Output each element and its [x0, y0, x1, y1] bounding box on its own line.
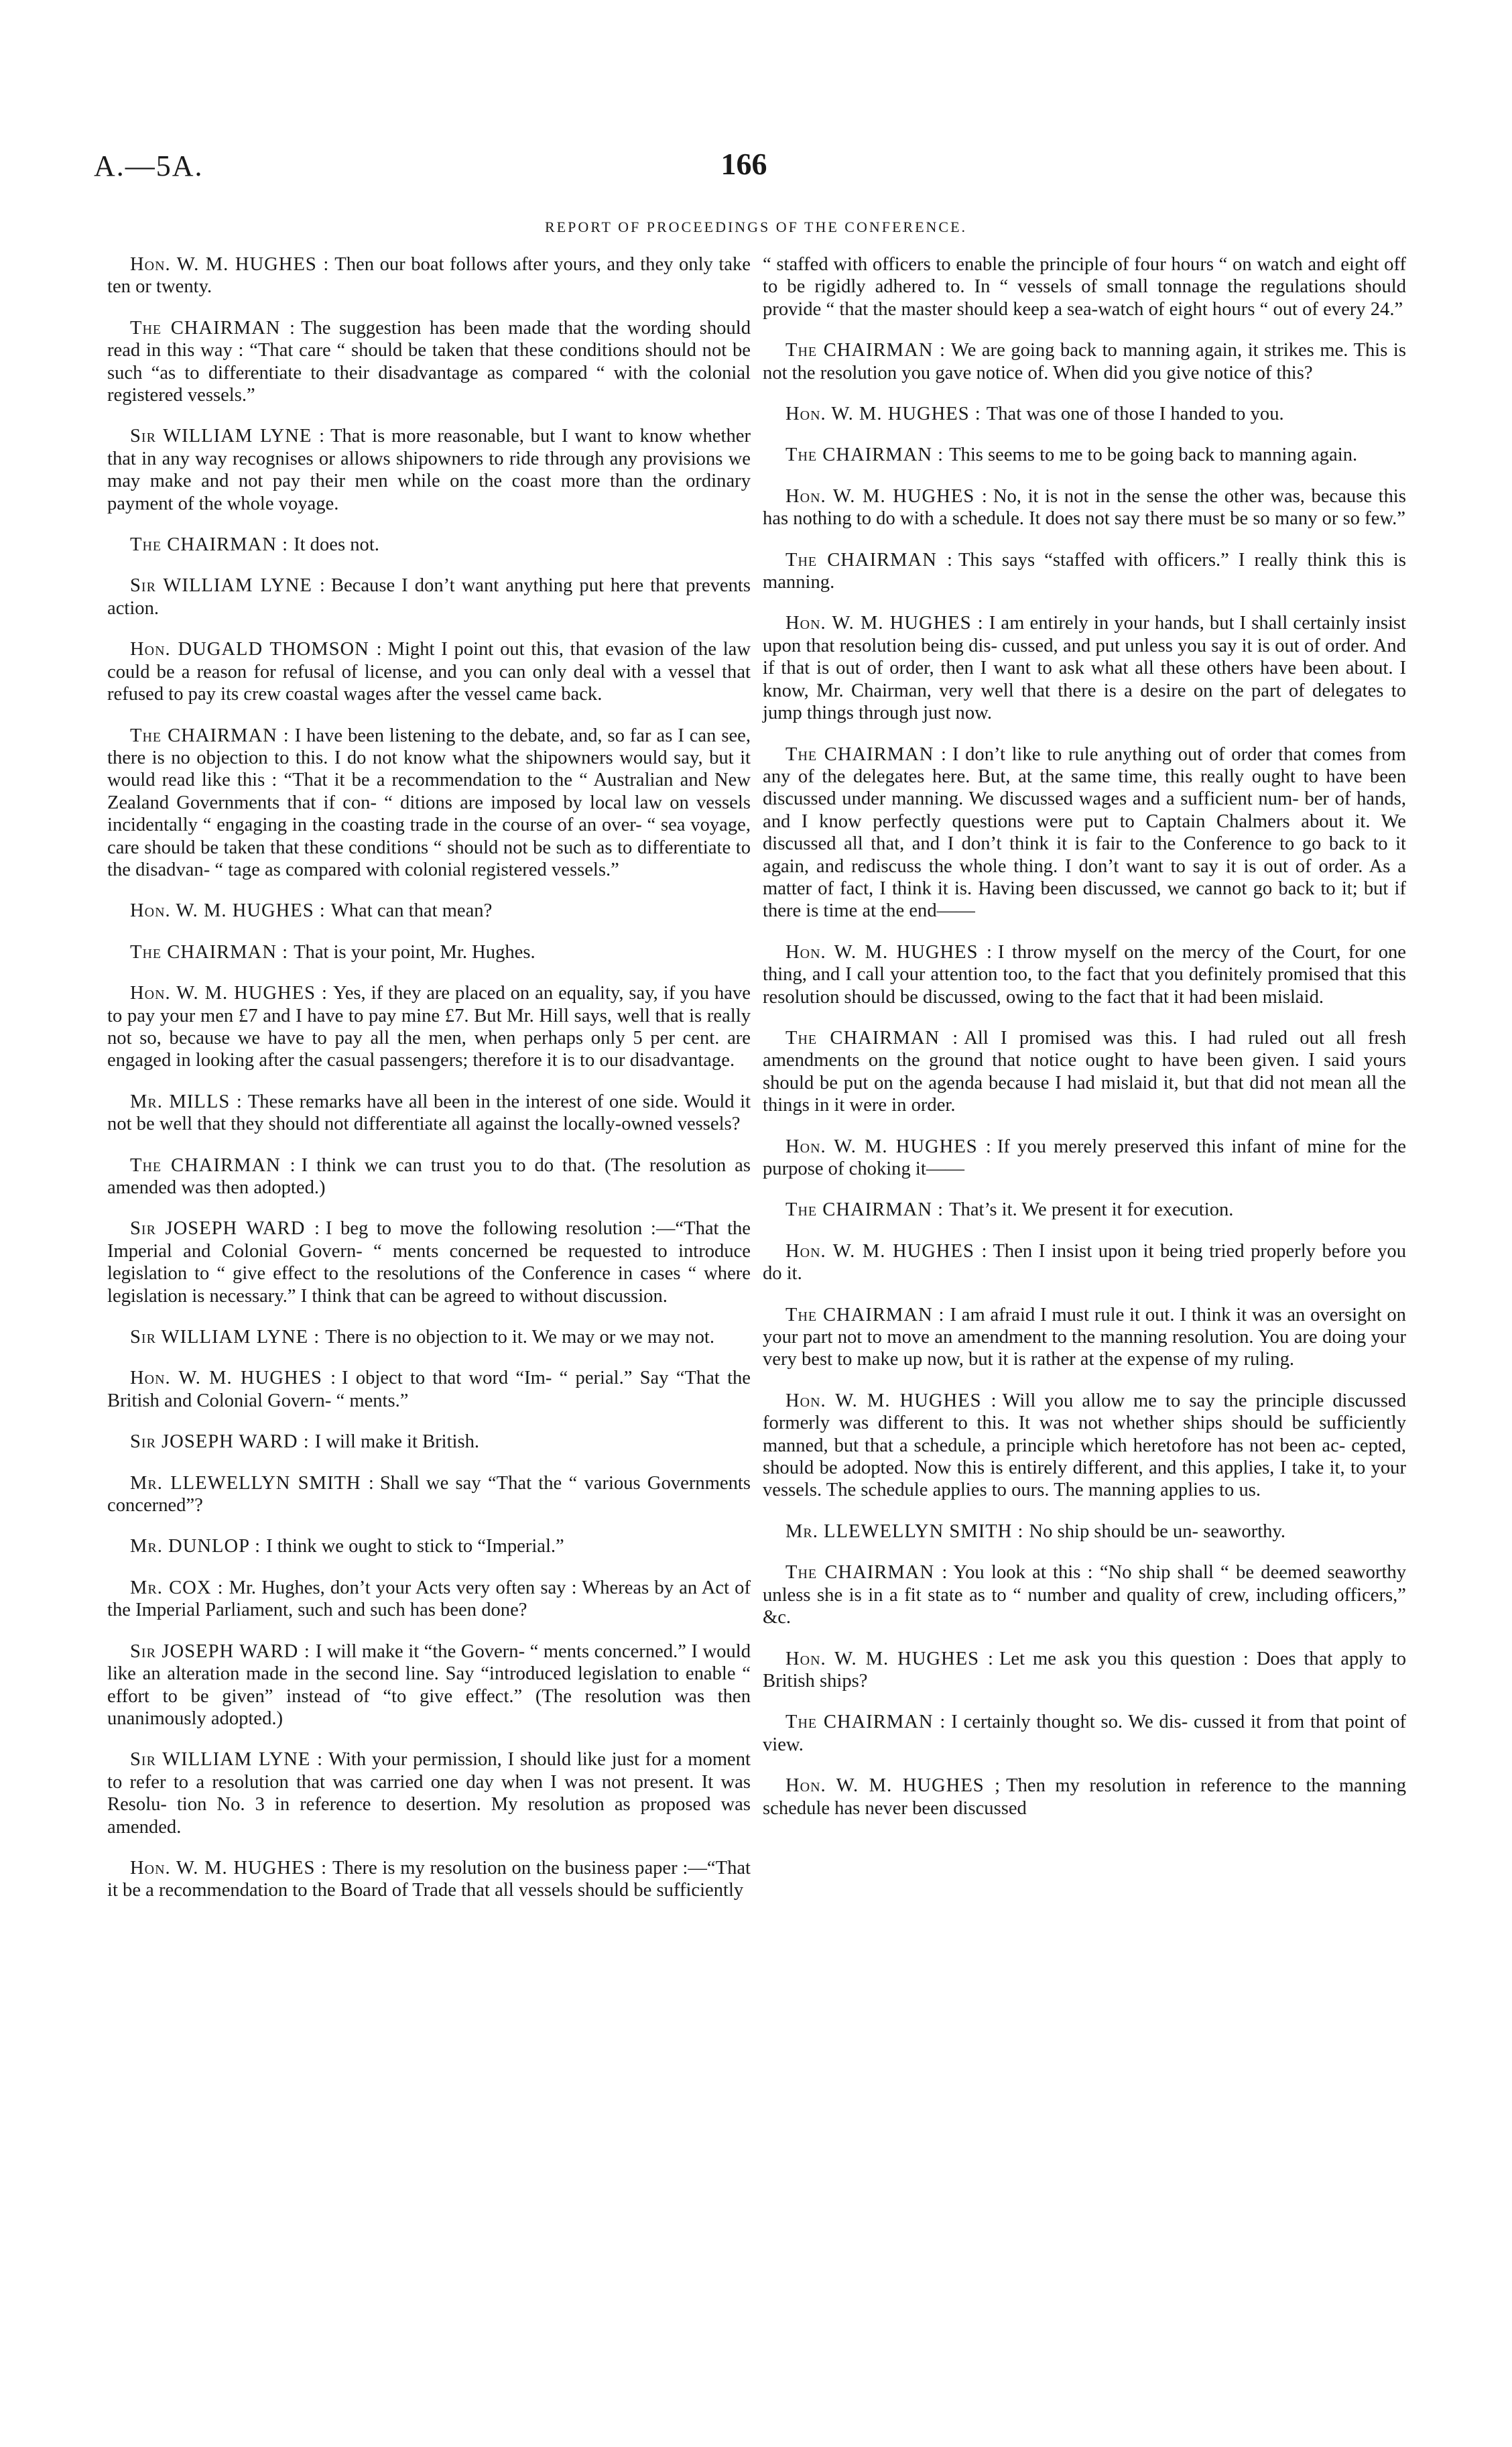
speech-text: All I promised was this. I had ruled out all fresh amendments on the ground that notice ought to have been given. I said yours should be put on the agenda because I had mislaid it, but that did not mean all the things in it were in order. [763, 1027, 1406, 1116]
speech-text: I will make it British. [314, 1431, 480, 1453]
speech-text: These remarks have all been in the interest of one side. Would it not be well that they should not differentiate all against the locally-owned vessels? [107, 1091, 751, 1135]
speaker-name: The CHAIRMAN : [130, 1154, 296, 1176]
paragraph [107, 1640, 751, 1730]
speaker-name: The CHAIRMAN : [130, 534, 289, 556]
paragraph [107, 253, 751, 298]
speech-text: Let me ask you this question : Does that apply to British ships? [763, 1648, 1406, 1691]
paragraph [107, 1091, 751, 1136]
paragraph [763, 1775, 1406, 1819]
speech-text: There is no objection to it. We may or we may not. [325, 1327, 715, 1348]
speech-text: Yes, if they are placed on an equality, say, if you have to pay your men £7 and I have to pay mine £7. But Mr. Hill says, well that is really not so, because we have to pay all the men, when perhaps only 5 per cent. are engaged in looking after the casual passengers; therefore it is to our disadvantage. [107, 983, 751, 1071]
speech-text: I have been listening to the debate, and, so far as I can see, there is no objection to this. I do not know what the shipowners would say, but it would read like this : “That it be a recommendation to the “ Australian and New Zealand Governments that if con- “ ditions are imposed by local law on vessels incidentally “ engaging in the coasting trade in the course of an over- “ sea voyage, care should be taken that these conditions “ should not be such as to differentiate to the disadvan- “ tage as compared with colonial registered vessels.” [107, 725, 751, 880]
speaker-name: Hon. W. M. HUGHES : [130, 254, 330, 275]
speaker-name: Hon. W. M. HUGHES : [785, 485, 988, 507]
speaker-name: Sir JOSEPH WARD : [130, 1218, 320, 1240]
speech-text: We are going back to manning again, it strikes me. This is not the resolution you gave notice of. When did you give notice of this? [763, 340, 1406, 383]
speaker-name: Sir WILLIAM LYNE : [130, 1749, 324, 1771]
paragraph [107, 725, 751, 882]
paragraph [763, 339, 1406, 384]
paragraph [107, 900, 751, 922]
paragraph [107, 982, 751, 1072]
speaker-name: The CHAIRMAN : [785, 743, 947, 765]
paragraph [763, 941, 1406, 1008]
paragraph [107, 638, 751, 705]
paragraph [763, 1240, 1406, 1285]
speech-text: That is your point, Mr. Hughes. [294, 941, 536, 963]
paragraph [107, 1535, 751, 1557]
paragraph [107, 425, 751, 515]
speech-text: I certainly thought so. We dis- cussed it from that point of view. [763, 1712, 1407, 1755]
speech-text: Then I insist upon it being tried properly before you do it. [763, 1240, 1406, 1285]
speaker-name: The CHAIRMAN : [130, 317, 296, 339]
speech-text: I think we can trust you to do that. (The resolution as amended was then adopted.) [107, 1154, 751, 1198]
speech-text: I throw myself on the mercy of the Court, for one thing, and I call your attention too, to the fact that you definitely promised that this resolution should be discussed, owing to the fact that it had been mislaid. [763, 941, 1406, 1008]
running-title: REPORT OF PROCEEDINGS OF THE CONFERENCE. [544, 219, 968, 235]
speech-text: That’s it. We present it for execution. [949, 1199, 1234, 1221]
paragraph [107, 317, 751, 407]
paragraph [763, 1648, 1406, 1693]
speaker-name: Hon. W. M. HUGHES ; [785, 1775, 1001, 1797]
paragraph [763, 1304, 1406, 1371]
speech-text: If you merely preserved this infant of mine for the purpose of choking it—— [763, 1136, 1406, 1179]
paragraph [763, 1711, 1406, 1756]
speaker-name: Mr. COX : [130, 1577, 224, 1598]
speech-text: The suggestion has been made that the wording should read in this way : “That care “ should be taken that these conditions should not be such “as to differentiate to their disadvantage as compared “ with the colonial registered vessels.” [107, 317, 751, 406]
speaker-name: Mr. LLEWELLYN SMITH : [130, 1472, 375, 1494]
speaker-name: Mr. MILLS : [130, 1091, 243, 1112]
speech-text: Then our boat follows after yours, and they only take ten or twenty. [107, 254, 751, 298]
speaker-name: Sir WILLIAM LYNE : [130, 575, 326, 597]
speech-text: Because I don’t want anything put here that prevents action. [107, 575, 751, 619]
speech-text: Might I point out this, that evasion of the law could be a reason for refusal of license, and you can only deal with a vessel that refused to pay its crew coastal wages after the vessel came back. [107, 639, 751, 705]
speaker-name: The CHAIRMAN : [785, 1199, 944, 1221]
speech-text: I am afraid I must rule it out. I think it was an oversight on your part not to move an amendment to the manning resolution. You are doing your very best to make up now, but it is rather at the expense of my ruling. [763, 1304, 1406, 1370]
speech-text: No, it is not in the sense the other was, because this has nothing to do with a schedule. It does not say there must be so many or so few.” [763, 485, 1406, 530]
speaker-name: Sir WILLIAM LYNE : [130, 1327, 320, 1348]
paragraph [763, 1520, 1406, 1543]
speaker-name: Sir WILLIAM LYNE : [130, 426, 326, 447]
speaker-name: Sir JOSEPH WARD : [130, 1640, 310, 1662]
paragraph [763, 1136, 1406, 1181]
right-column [763, 253, 1406, 1838]
paragraph [107, 534, 751, 556]
speech-text: That was one of those I handed to you. [986, 404, 1284, 425]
paragraph [107, 575, 751, 619]
paragraph [763, 253, 1406, 320]
speech-text: What can that mean? [330, 900, 493, 922]
speaker-name: The CHAIRMAN : [785, 1712, 946, 1733]
speech-text: There is my resolution on the business paper :—“That it be a recommendation to the Board of Trade that all vessels should be sufficiently [107, 1857, 751, 1901]
paragraph [763, 1027, 1406, 1117]
speaker-name: Mr. LLEWELLYN SMITH : [785, 1520, 1024, 1542]
speaker-name: The CHAIRMAN : [785, 340, 946, 361]
paragraph [763, 743, 1406, 922]
paragraph [107, 1154, 751, 1199]
speaker-name: Mr. DUNLOP : [130, 1536, 261, 1557]
speech-text: You look at this : “No ship shall “ be deemed seaworthy unless she is in a fit state as to “ number and quality of crew, including officers,” &c. [763, 1562, 1407, 1628]
speech-text: No ship should be un- seaworthy. [1029, 1520, 1286, 1542]
paragraph [107, 1577, 751, 1622]
speaker-name: The CHAIRMAN : [130, 725, 290, 746]
speaker-name: Hon. W. M. HUGHES : [130, 1857, 328, 1878]
speaker-name: The CHAIRMAN : [785, 1304, 945, 1325]
paragraph [763, 444, 1406, 466]
paragraph [107, 1472, 751, 1517]
speaker-name: The CHAIRMAN : [785, 444, 944, 466]
speaker-name: Hon. W. M. HUGHES : [785, 941, 993, 963]
paragraph [763, 403, 1406, 425]
speech-text: This seems to me to be going back to manning again. [949, 444, 1358, 466]
paragraph [107, 1431, 751, 1453]
speaker-name: Hon. W. M. HUGHES : [785, 404, 981, 425]
speaker-name: The CHAIRMAN : [785, 1562, 948, 1584]
paragraph [763, 549, 1406, 594]
speaker-name: Hon. W. M. HUGHES : [130, 983, 328, 1004]
speech-text: I object to that word “Im- “ perial.” Say “That the British and Colonial Govern- “ ments.” [107, 1368, 751, 1411]
left-column [107, 253, 751, 1921]
paragraph [107, 941, 751, 963]
paragraph [107, 1857, 751, 1902]
speaker-name: The CHAIRMAN : [785, 549, 953, 571]
paragraph [763, 1390, 1406, 1502]
page-number: 166 [720, 147, 767, 181]
speaker-name: Hon. W. M. HUGHES : [785, 1390, 997, 1411]
paragraph [763, 485, 1406, 530]
speaker-name: The CHAIRMAN : [130, 941, 289, 963]
speech-text: This says “staffed with officers.” I really think this is manning. [763, 549, 1406, 593]
speech-text: It does not. [294, 534, 379, 556]
speech-text: I am entirely in your hands, but I shall certainly insist upon that resolution being dis- cussed, and put unless you say it is out of order. And if that is out of order, then I want to ask what all these others have been about. I know, Mr. Chairman, very well that there is a desire on the part of delegates to jump things through just now. [763, 613, 1406, 724]
paragraph [107, 1367, 751, 1412]
paragraph [763, 1199, 1406, 1221]
paragraph [107, 1748, 751, 1838]
speaker-name: Hon. DUGALD THOMSON : [130, 639, 383, 660]
speech-text: I beg to move the following resolution :—“That the Imperial and Colonial Govern- “ ments concerned be requested to introduce legislation to “ give effect to the resolutions of the Conference in cases “ where legislation is necessary.” I think that can be agreed to without discussion. [107, 1218, 751, 1307]
speech-text: I don’t like to rule anything out of order that comes from any of the delegates here. But, at the same time, this really ought to have been discussed under manning. We discussed wages and a sufficient num- ber of hands, and I know perfectly questions were put to Captain Chalmers about it. We discussed all that, and I don’t think it is fair to the Conference to go back to it again, and rediscuss the whole thing. I don’t want to say it is out of order. As a matter of fact, I think it is. Having been discussed, we cannot go back to it; but if there is time at the end—— [763, 743, 1406, 922]
speech-text: Will you allow me to say the principle discussed formerly was different to this. It was not whether ships should be sufficiently manned, but that a schedule, a principle which heretofore has not been ac- cepted, should be adopted. Now this is entirely different, and this applies, I take it, to your vessels. The schedule applies to ours. The manning applies to us. [763, 1390, 1406, 1501]
speaker-name: Hon. W. M. HUGHES : [785, 613, 984, 634]
paragraph [763, 612, 1406, 724]
document-reference: A.—5A. [94, 150, 204, 182]
speech-text: Shall we say “That the “ various Governments concerned”? [107, 1472, 751, 1516]
speaker-name: Hon. W. M. HUGHES : [130, 1368, 337, 1389]
speaker-name: The CHAIRMAN : [785, 1027, 959, 1049]
speech-text: “ staffed with officers to enable the principle of four hours “ on watch and eight off to be rigidly adhered to. In “ vessels of small tonnage the regulations should provide “ that the master should keep a sea-watch of eight hours “ out of every 24.” [763, 254, 1406, 320]
speech-text: I think we ought to stick to “Imperial.” [266, 1536, 564, 1557]
speaker-name: Hon. W. M. HUGHES : [785, 1136, 992, 1157]
paragraph [763, 1561, 1406, 1628]
speaker-name: Sir JOSEPH WARD : [130, 1431, 310, 1453]
paragraph [107, 1217, 751, 1307]
speaker-name: Hon. W. M. HUGHES : [785, 1240, 988, 1262]
paragraph [107, 1326, 751, 1348]
speaker-name: Hon. W. M. HUGHES : [130, 900, 326, 922]
speech-text: With your permission, I should like just for a moment to refer to a resolution that was carried one day when I was not present. It was Resolu- tion No. 3 in reference to desertion. My resolution as proposed was amended. [107, 1749, 751, 1838]
speech-text: That is more reasonable, but I want to know whether that in any way recognises or allows shipowners to ride through any provisions we may make and not pay their men while on the coast more than the ordinary payment of the whole voyage. [107, 426, 751, 514]
speech-text: I will make it “the Govern- “ ments concerned.” I would like an alteration made in the second line. Say “introduced legislation to enable “ effort to be given” instead of “to give effect.” (The resolution was then unanimously adopted.) [107, 1640, 751, 1729]
speech-text: Mr. Hughes, don’t your Acts very often say : Whereas by an Act of the Imperial Parliament, such and such has been done? [107, 1577, 751, 1621]
speaker-name: Hon. W. M. HUGHES : [785, 1648, 994, 1669]
speech-text: Then my resolution in reference to the manning schedule has never been discussed [763, 1775, 1406, 1819]
